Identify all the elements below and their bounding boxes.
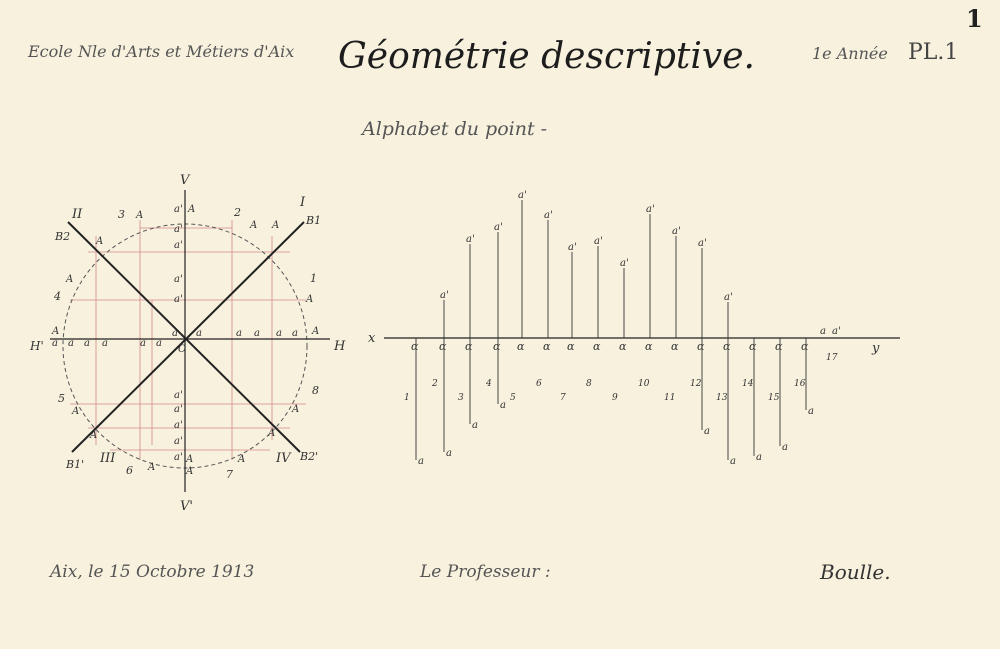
year-label: 1e Année [812,44,888,63]
signature: Boulle. [820,560,891,584]
quadrant-IV-label: IV [276,451,291,466]
lower-projection-label: a [704,426,710,437]
professor-label: Le Professeur : [420,562,551,582]
circle-point-label: A [292,404,300,415]
ground-mark: α [543,340,551,353]
quadrant-I-label: I [300,195,306,210]
case-number: 10 [638,379,650,389]
circle-point-label: a [236,328,242,339]
circle-point-label: a [156,338,162,349]
ground-mark: α [801,340,809,353]
lower-projection-label: a [500,400,506,411]
circle-point-label: A [238,454,246,465]
lower-projection-label: a [808,406,814,417]
case-number: 12 [690,379,702,389]
circle-point-label: A [52,326,60,337]
circle-point-label: A [312,326,320,337]
upper-projection-label: a' [646,204,655,215]
circle-point-label: A [188,204,196,215]
circle-point-label: A [148,462,156,473]
circle-point-label: A [96,236,104,247]
case-number: 8 [586,379,592,389]
ground-mark: α [775,340,783,353]
circle-point-label: A [136,210,144,221]
circle-point-label: a [292,328,298,339]
case-number: 3 [458,393,464,403]
circle-point-label: A [186,466,194,477]
ground-mark: α [619,340,627,353]
ground-mark: α [645,340,653,353]
axis-h-label: H [334,339,346,354]
circle-point-label: A [90,430,98,441]
circle-point-label: a' [174,224,183,235]
ground-mark: α [439,340,447,353]
upper-projection-label: a' [494,222,503,233]
circle-point-label: a' [174,404,183,415]
ground-mark: α [749,340,757,353]
case-number: 11 [664,393,676,403]
region-number-8: 8 [312,384,319,397]
upper-projection-label: a' [724,292,733,303]
upper-projection-label: a' [466,234,475,245]
case-number: 17 [826,353,838,363]
bisector-b2-prime-label: B2' [300,450,319,463]
ground-mark: α [697,340,705,353]
ground-mark: α [465,340,473,353]
bisector-b2-label: B2 [55,230,71,243]
circle-point-label: a' [174,204,183,215]
region-number-4: 4 [54,290,61,303]
bisector-b1-prime-label: B1' [66,458,85,471]
origin-label: O [178,344,187,355]
case-number: 9 [612,393,618,403]
circle-point-label: a [52,338,58,349]
lower-projection-label: a [446,448,452,459]
circle-point-label: a' [174,420,183,431]
quadrant-II-label: II [72,207,83,222]
circle-point-label: a' [174,240,183,251]
upper-projection-label: a' [568,242,577,253]
case-number: 7 [560,393,566,403]
circle-point-label: a [276,328,282,339]
page-number: 1 [966,4,983,33]
case-number: 13 [716,393,728,403]
region-number-2: 2 [234,206,241,219]
circle-point-label: a [254,328,260,339]
ground-mark: α [411,340,419,353]
projection-lines [404,190,841,467]
page-title: Géométrie descriptive. [338,36,755,77]
lower-projection-label: a [472,420,478,431]
region-number-6: 6 [126,464,133,477]
ground-line-y-label: y [872,341,880,356]
place-date: Aix, le 15 Octobre 1913 [50,562,255,582]
upper-projection-label: a [820,326,826,337]
upper-projection-label: a' [672,226,681,237]
ground-line-x-label: x [368,331,376,346]
lower-projection-label: a [730,456,736,467]
axis-v-label: V [180,173,190,188]
upper-projection-label: a' [440,290,449,301]
upper-projection-label: a' [620,258,629,269]
circle-point-label: a [172,328,178,339]
circle-point-label: A [272,220,280,231]
circle-point-label: a' [174,274,183,285]
circle-point-label: A [250,220,258,231]
region-number-3: 3 [118,208,125,221]
circle-point-label: A [186,454,194,465]
circle-point-label: a' [174,452,183,463]
circle-point-label: A [72,406,80,417]
ground-mark: α [567,340,575,353]
ground-mark: α [723,340,731,353]
circle-point-label: a [140,338,146,349]
circle-point-label: a [68,338,74,349]
upper-projection-label: a' [518,190,527,201]
lower-projection-label: a [756,452,762,463]
plate-number: PL.1 [908,40,959,65]
case-number: 6 [536,379,542,389]
upper-projection-label: a' [832,326,841,337]
ground-mark: α [493,340,501,353]
axis-v-prime-label: V' [180,499,193,514]
case-number: 4 [486,379,492,389]
circle-point-label: A [306,294,314,305]
circle-point-label: A [268,428,276,439]
ground-mark: α [671,340,679,353]
circle-point-label: a [102,338,108,349]
region-number-5: 5 [58,392,65,405]
circle-point-label: a [196,328,202,339]
upper-projection-label: a' [544,210,553,221]
circle-point-label: a [84,338,90,349]
case-number: 1 [404,393,410,403]
school-name: Ecole Nle d'Arts et Métiers d'Aix [28,42,295,61]
bisector-b1-label: B1 [306,214,322,227]
case-number: 16 [794,379,806,389]
subtitle: Alphabet du point - [362,118,548,140]
case-number: 15 [768,393,780,403]
circle-point-label: a' [174,436,183,447]
lower-projection-label: a [782,442,788,453]
circle-point-label: a' [174,294,183,305]
case-number: 14 [742,379,754,389]
ground-mark: α [517,340,525,353]
ground-mark: α [593,340,601,353]
quadrant-III-label: III [100,451,116,466]
circle-point-label: A [66,274,74,285]
upper-projection-label: a' [594,236,603,247]
case-number: 5 [510,393,516,403]
case-number: 2 [432,379,438,389]
lower-projection-label: a [418,456,424,467]
axis-h-prime-label: H' [30,339,44,353]
region-number-1: 1 [310,272,317,285]
upper-projection-label: a' [698,238,707,249]
region-number-7: 7 [226,468,233,481]
circle-point-label: a' [174,390,183,401]
